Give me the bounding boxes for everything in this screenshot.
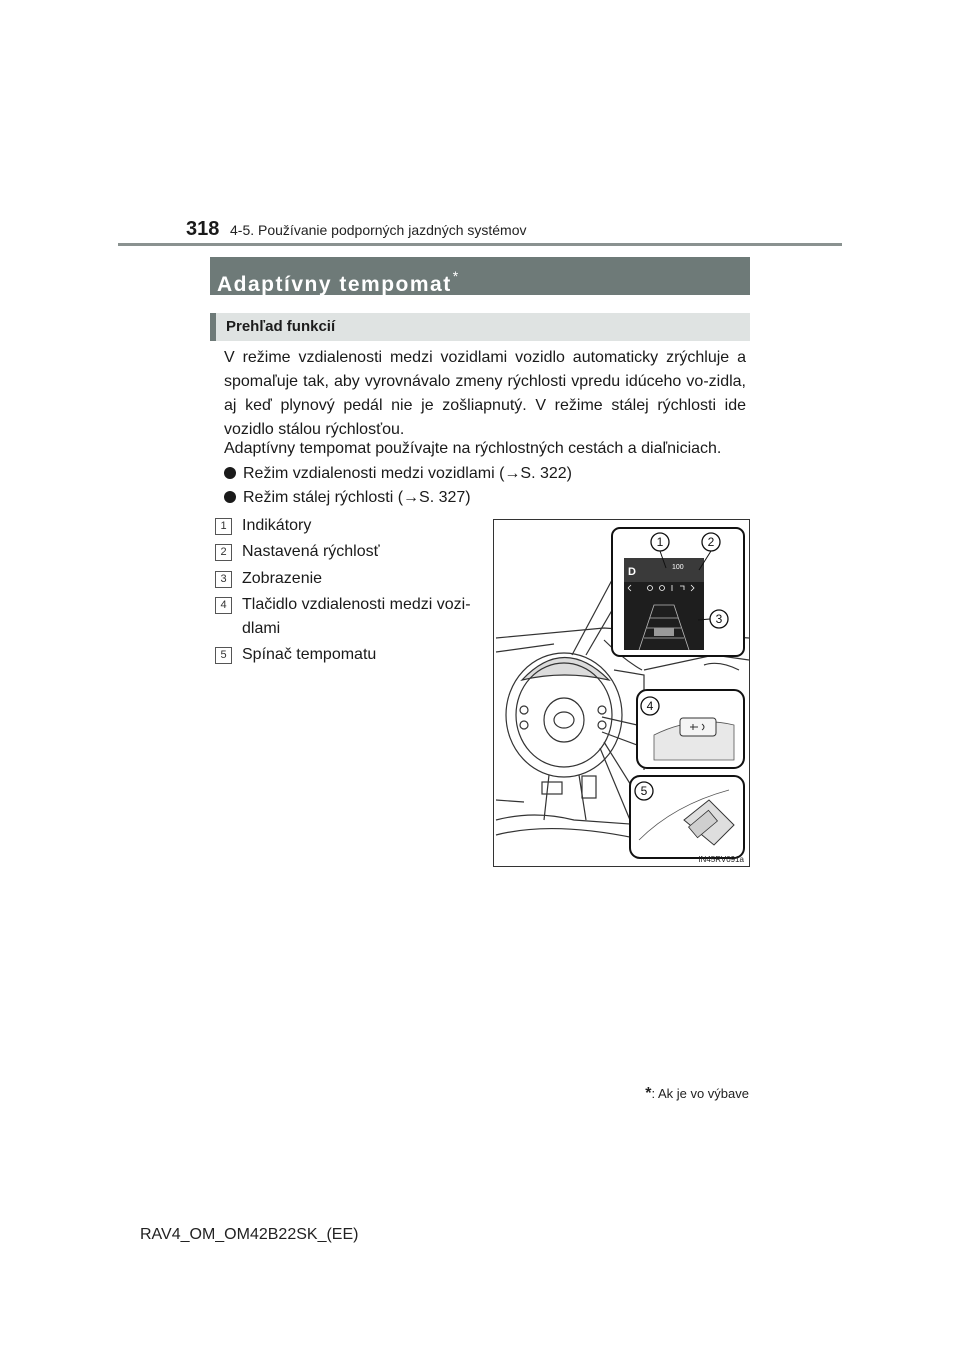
footnote: *: Ak je vo výbave (645, 1085, 749, 1102)
section-title: 4-5. Používanie podporných jazdných systémov (230, 222, 527, 238)
header-divider (118, 243, 842, 246)
page-title (210, 257, 750, 295)
item-number-badge: 1 (215, 518, 232, 535)
item-label: Tlačidlo vzdialenosti medzi vozi-dlami (242, 596, 471, 637)
usage-paragraph: Adaptívny tempomat používajte na rýchlostných cestách a diaľniciach. (224, 440, 722, 457)
display-gear: D (628, 566, 636, 578)
callout-1: 1 (656, 535, 664, 549)
page-reference[interactable]: S. 322) (520, 465, 573, 482)
cockpit-illustration (493, 519, 750, 867)
item-label: Indikátory (242, 517, 312, 534)
bullet-dot-icon (224, 491, 236, 503)
display-speed: 100 (672, 564, 684, 571)
item-number-badge: 3 (215, 571, 232, 588)
subsection-title: Prehľad funkcií (210, 313, 750, 341)
bullet-item: Režim stálej rýchlosti (→S. 327) (224, 486, 471, 510)
arrow-icon: → (504, 465, 521, 482)
item-label: Nastavená rýchlosť (242, 543, 380, 560)
footnote-asterisk: * (645, 1085, 652, 1102)
intro-paragraph: V režime vzdialenosti medzi vozidlami vozidlo automaticky zrýchluje a spomaľuje tak, aby vyrovnávalo zmeny rýchlosti vpredu idúceho vo-zidla, aj keď plynový pedál nie je zošliapnutý. V režime stálej rýchlosti ide vozidlo stálou rýchlosťou. (224, 349, 746, 438)
item-number-badge: 4 (215, 597, 232, 614)
item-label: Spínač tempomatu (242, 646, 377, 663)
callout-3: 3 (715, 612, 723, 626)
bullet-dot-icon (224, 467, 236, 479)
arrow-icon: → (403, 489, 420, 506)
title-asterisk: * (452, 268, 460, 284)
cockpit-drawing (494, 520, 749, 866)
callout-2: 2 (707, 535, 715, 549)
page-number: 318 (186, 218, 220, 240)
document-code: RAV4_OM_OM42B22SK_(EE) (140, 1226, 359, 1243)
bullet-item: Režim vzdialenosti medzi vozidlami (→S. 322) (224, 462, 572, 486)
callout-5: 5 (640, 784, 648, 798)
callout-4: 4 (646, 699, 654, 713)
item-number-badge: 2 (215, 544, 232, 561)
figure-code: IN45RV091a (698, 855, 744, 864)
page-reference[interactable]: S. 327) (419, 489, 471, 506)
item-number-badge: 5 (215, 647, 232, 664)
page-title-text: Adaptívny tempomat (217, 273, 452, 296)
item-label: Zobrazenie (242, 570, 323, 587)
